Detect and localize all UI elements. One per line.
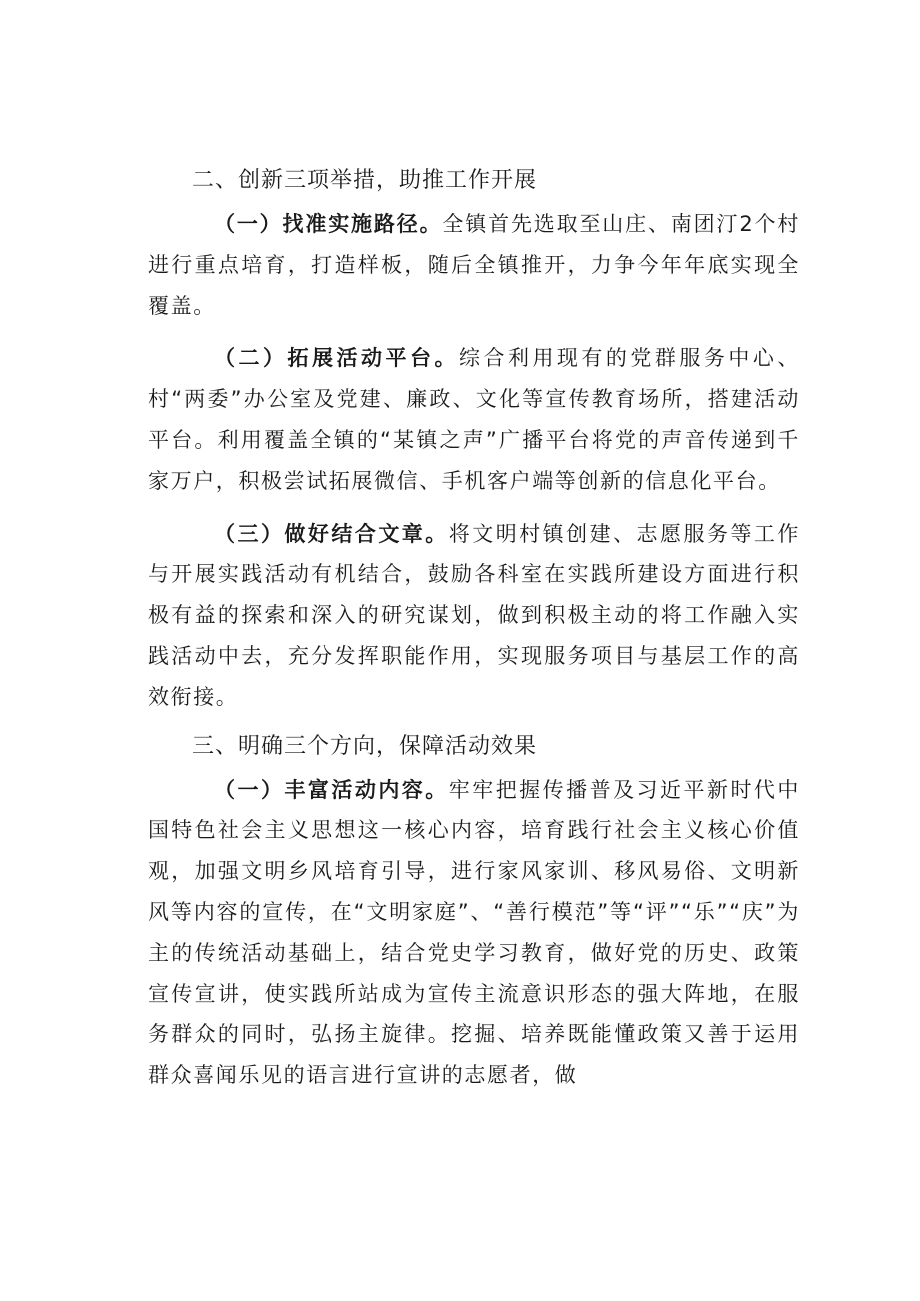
item-lead: （一）丰富活动内容。 <box>214 777 449 802</box>
item-lead: （一）找准实施路径。 <box>214 212 443 236</box>
item-text: 牢牢把握传播普及习近平新时代中国特色社会主义思想这一核心内容，培育践行社会主义核心价值观，加强文明乡风培育引导，进行家风家训、移风易俗、文明新风等内容的宣传，在“文明家庭”、“善行模范”等“评”“乐”“庆”为主的传统活动基础上，结合党史学习教育，做好党的历史、政策宣传宣讲，使实践所站成为宣传主流意识形态的强大阵地，在服务群众的同时，弘扬主旋律。挖掘、培养既能懂政策又善于运用群众喜闻乐见的语言进行宣讲的志愿者，做 <box>148 777 800 1088</box>
section-three-item-1 <box>148 770 800 1096</box>
item-text: 综合利用现有的党群服务中心、村“两委”办公室及党建、廉政、文化等宣传教育场所，搭建活动平台。利用覆盖全镇的“某镇之声”广播平台将党的声音传递到千家万户，积极尝试拓展微信、手机客户端等创新的信息化平台。 <box>148 346 800 493</box>
document-page <box>148 162 800 1096</box>
item-lead: （二）拓展活动平台。 <box>214 346 459 371</box>
section-two-item-2 <box>148 338 800 501</box>
item-text: 将文明村镇创建、志愿服务等工作与开展实践活动有机结合，鼓励各科室在实践所建设方面进行积极有益的探索和深入的研究谋划，做到积极主动的将工作融入实践活动中去，充分发挥职能作用，实现服务项目与基层工作的高效衔接。 <box>148 521 800 709</box>
section-two-item-1 <box>148 204 800 326</box>
section-two-item-3 <box>148 514 800 718</box>
section-two-heading: 二、创新三项举措，助推工作开展 <box>192 168 538 193</box>
section-three-heading: 三、明确三个方向，保障活动效果 <box>192 733 538 759</box>
item-text: 全镇首先选取至山庄、南团汀2个村进行重点培育，打造样板，随后全镇推开，力争今年年底实现全覆盖。 <box>148 212 800 318</box>
item-lead: （三）做好结合文章。 <box>214 521 449 546</box>
